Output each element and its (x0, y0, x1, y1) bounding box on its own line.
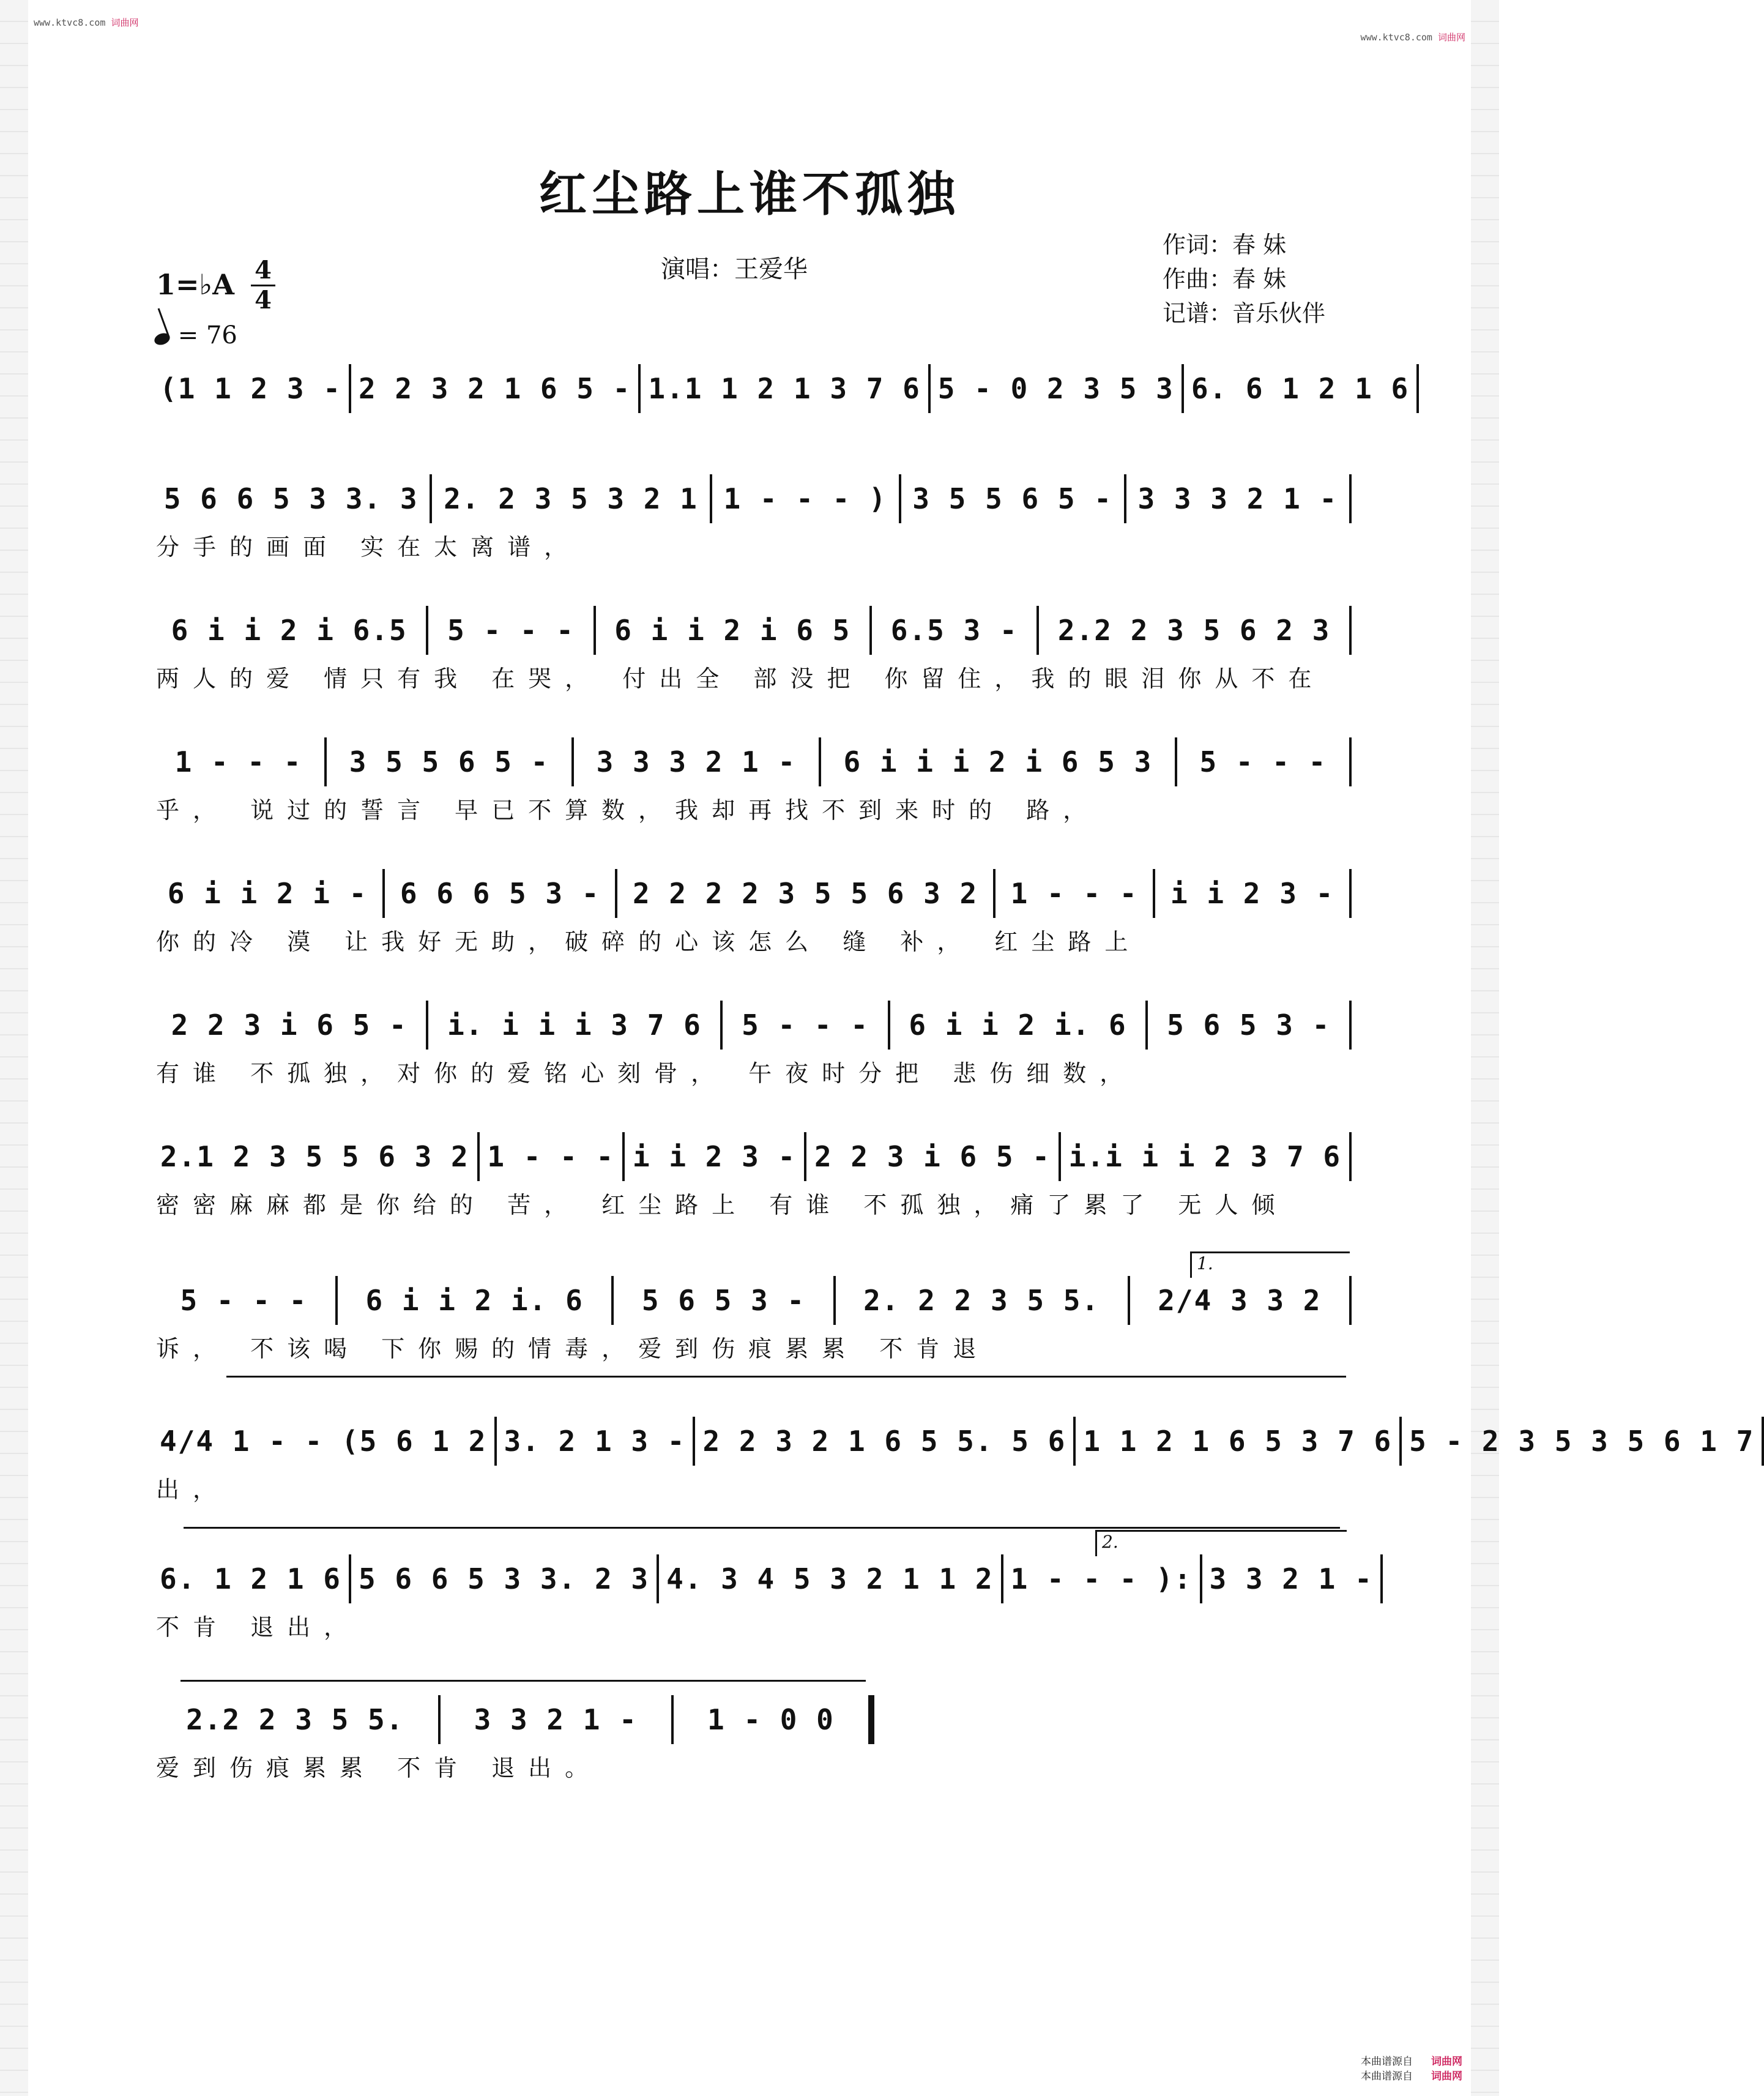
measure-notes: i.i i i 2 3 7 6 (1068, 1140, 1342, 1173)
measure-notes: 6. 1 2 1 6 (160, 1562, 341, 1595)
lyricist-credit: 作词：春 妹 (1163, 231, 1287, 258)
measure (716, 477, 895, 520)
score-system (156, 1135, 1355, 1223)
barline (349, 364, 351, 413)
measure-notes: 3. 2 1 3 - (504, 1425, 686, 1458)
tie-line (180, 1680, 866, 1682)
lyrics-line: 诉， 不该喝 下你赐的情毒，爱到伤痕累累 不肯退 (156, 1335, 990, 1362)
barline (1059, 1132, 1061, 1181)
barline (1175, 737, 1177, 786)
barline (622, 1132, 625, 1181)
measure (810, 1135, 1055, 1178)
barline (868, 1695, 874, 1744)
quarter-note-icon (153, 331, 172, 347)
measure (156, 1557, 345, 1600)
measure-notes: 1 - - - (487, 1140, 615, 1173)
measure (156, 1279, 332, 1322)
barline (720, 1001, 723, 1050)
measure (839, 1279, 1124, 1322)
measure (726, 1004, 884, 1046)
measure-notes: 5 - - - (1199, 745, 1327, 778)
barline (869, 606, 872, 655)
barline (899, 474, 901, 523)
measure (501, 1420, 690, 1463)
measure-notes: 6 i i 2 i - (167, 877, 368, 910)
barline (1349, 737, 1352, 786)
measure (156, 477, 426, 520)
barline (571, 737, 574, 786)
measure-notes: 6 i i 2 i. 6 (909, 1009, 1127, 1042)
measure (432, 1004, 716, 1046)
notes-line (156, 740, 1355, 783)
score-system (156, 740, 1355, 829)
credits-block (1163, 228, 1325, 330)
barline (1416, 364, 1419, 413)
measure (483, 1135, 619, 1178)
measure-notes: 6. 6 1 2 1 6 (1191, 372, 1410, 405)
measure (1007, 1557, 1196, 1600)
measure (617, 1279, 829, 1322)
measure-notes: 4/4 1 - - (5 6 1 2 (160, 1425, 487, 1458)
barline (477, 1132, 480, 1181)
measure-notes: 2. 2 2 3 5 5. (863, 1284, 1100, 1317)
lyrics-line: 乎， 说过的誓言 早已不算数，我却再找不到来时的 路， (156, 797, 1100, 824)
lyrics-line (156, 419, 1355, 455)
measure-notes: 3 3 3 2 1 - (596, 745, 797, 778)
barline (1349, 1276, 1352, 1325)
lyrics-line: 有谁 不孤独，对你的爱铭心刻骨， 午夜时分把 悲伤细数， (156, 1060, 1137, 1087)
barline (1182, 364, 1184, 413)
measure (578, 740, 815, 783)
barline (1349, 1001, 1352, 1050)
measure-notes: 4. 3 4 5 3 2 1 1 2 (666, 1562, 994, 1595)
notes-line (156, 609, 1355, 652)
notes-line (156, 477, 1355, 520)
barline (1349, 1132, 1352, 1181)
lyrics-line: 两人的爱 情只有我 在哭， 付出全 部没把 你留住，我的眼泪你从不在 (156, 665, 1325, 692)
measure-notes: 5 6 6 5 3 3. 2 3 (358, 1562, 650, 1595)
barline (494, 1417, 497, 1466)
watermark-top-right (1361, 31, 1465, 43)
measure-notes: 2. 2 3 5 3 2 1 (444, 482, 698, 515)
measure (444, 1698, 668, 1741)
barline (804, 1132, 806, 1181)
measure-notes: 3 5 5 6 5 - (912, 482, 1112, 515)
score-system (156, 1420, 1755, 1508)
measure-notes: 2 2 3 i 6 5 - (171, 1009, 408, 1042)
measure (156, 1698, 434, 1741)
measure (663, 1557, 997, 1600)
barline (1073, 1417, 1076, 1466)
composer-credit: 作曲：春 妹 (1163, 266, 1287, 293)
measure-notes: 6 i i 2 i 6 5 (614, 614, 851, 647)
measure-notes: i. i i i 3 7 6 (447, 1009, 702, 1042)
barline (611, 1276, 614, 1325)
measure (1152, 1004, 1345, 1046)
measure (156, 1135, 474, 1178)
tempo-value: = 76 (177, 321, 237, 349)
score-system (156, 872, 1355, 960)
measure (1206, 1557, 1377, 1600)
measure (432, 609, 589, 652)
tie-line (226, 1376, 1346, 1378)
notes-line (156, 1557, 1373, 1600)
footer-site: 词曲网 (1431, 2070, 1462, 2083)
measure-notes: 1 1 2 1 6 5 3 7 6 (1083, 1425, 1393, 1458)
score-system (156, 1253, 1355, 1367)
measure-notes: 1 - 0 0 (707, 1703, 835, 1736)
lyrics-line: 分手的画面 实在太离谱， (156, 534, 581, 561)
measure-notes: i i 2 3 - (632, 1140, 797, 1173)
measure-notes: 6 6 6 5 3 - (400, 877, 600, 910)
measure-notes: 6 i i 2 i. 6 (365, 1284, 584, 1317)
watermark-top-left (34, 16, 138, 29)
tie-line (184, 1527, 1340, 1529)
barline (1001, 1554, 1003, 1603)
barline (1349, 606, 1352, 655)
lyrics-line: 密密麻麻都是你给的 苦， 红尘路上 有谁 不孤独，痛了累了 无人倾 (156, 1192, 1289, 1218)
watermark-site: 词曲网 (1437, 32, 1465, 43)
measure (156, 872, 379, 915)
measure (1159, 872, 1345, 915)
measure-notes: 5 6 5 3 - (1167, 1009, 1331, 1042)
barline (710, 474, 712, 523)
barline (1153, 869, 1155, 918)
notes-line (156, 1420, 1755, 1463)
singer-credit: 演唱：王爱华 (661, 255, 808, 283)
measure (699, 1420, 1070, 1463)
barline (819, 737, 821, 786)
key-signature: 1=♭A (156, 268, 234, 301)
barline (615, 869, 617, 918)
barline (438, 1695, 441, 1744)
measure-notes: 1.1 1 2 1 3 7 6 (648, 372, 921, 405)
measure (677, 1698, 865, 1741)
measure-notes: 5 - 2 3 5 3 5 6 1 7 (1409, 1425, 1755, 1458)
measure-notes: 2 2 2 2 3 5 5 6 3 2 (632, 877, 978, 910)
score-system (156, 367, 1410, 455)
measure-notes: 2.1 2 3 5 5 6 3 2 (160, 1140, 469, 1173)
watermark-url: www.ktvc8.com (34, 17, 106, 28)
measure-notes: 5 - - - (447, 614, 575, 647)
measure-notes: 2 2 3 2 1 6 5 - (358, 372, 631, 405)
measure (156, 609, 422, 652)
lyrics-line: 不肯 退出， (156, 1614, 361, 1641)
measure-notes: 1 - - - ): (1010, 1562, 1193, 1595)
barline (594, 606, 596, 655)
barline (1128, 1276, 1130, 1325)
notes-line (156, 872, 1355, 915)
measure (341, 1279, 608, 1322)
measure (1188, 367, 1413, 410)
measure (1079, 1420, 1396, 1463)
notes-line (156, 1698, 878, 1741)
measure-notes: 3 3 2 1 - (1209, 1562, 1373, 1595)
measure (156, 1420, 491, 1463)
lyrics-line: 你的冷 漠 让我好无助，破碎的心该怎么 缝 补， 红尘路上 (156, 928, 1142, 955)
score-system (156, 1698, 878, 1786)
measure-notes: 5 6 5 3 - (641, 1284, 806, 1317)
measure-notes: 2 2 3 2 1 6 5 5. 5 6 (702, 1425, 1066, 1458)
measure-notes: 2/4 3 3 2 (1158, 1284, 1322, 1317)
footer-text: 本曲谱源自 (1361, 2070, 1413, 2083)
measure (1405, 1420, 1758, 1463)
measure-notes: i i 2 3 - (1170, 877, 1334, 910)
measure (644, 367, 924, 410)
barline (1349, 474, 1352, 523)
watermark-site: 词曲网 (111, 17, 139, 28)
measure-notes: 5 6 6 5 3 3. 3 (163, 482, 419, 515)
measure-notes: 5 - 0 2 3 5 3 (937, 372, 1174, 405)
measure-notes: 3 5 5 6 5 - (349, 745, 549, 778)
footer-site: 词曲网 (1431, 2056, 1462, 2068)
barline (1399, 1417, 1402, 1466)
measure (600, 609, 866, 652)
measure-notes: 1 - - - (174, 745, 302, 778)
measure-notes: 2.2 2 3 5 6 2 3 (1057, 614, 1331, 647)
notes-line (156, 367, 1410, 410)
measure-notes: 5 - - - (180, 1284, 308, 1317)
barline (928, 364, 931, 413)
barline (1145, 1001, 1148, 1050)
watermark-url: www.ktvc8.com (1360, 32, 1432, 43)
barline (657, 1554, 659, 1603)
barline (430, 474, 432, 523)
barline (1380, 1554, 1383, 1603)
measure-notes: 1 - - - (1010, 877, 1138, 910)
measure (905, 477, 1120, 520)
barline (426, 606, 428, 655)
barline (324, 737, 327, 786)
barline (638, 364, 641, 413)
right-border-strip (1471, 0, 1499, 2096)
barline (1349, 869, 1352, 918)
barline (1124, 474, 1126, 523)
barline (833, 1276, 836, 1325)
lyrics-line: 出， (156, 1476, 230, 1503)
measure (389, 872, 611, 915)
measure-notes: 6 i i 2 i 6.5 (171, 614, 408, 647)
score-system (156, 1004, 1355, 1092)
transcriber-credit: 记谱：音乐伙伴 (1163, 300, 1326, 327)
measure (628, 1135, 800, 1178)
measure (934, 367, 1178, 410)
measure-notes: 3 3 2 1 - (474, 1703, 638, 1736)
measure-notes: 5 - - - (742, 1009, 869, 1042)
measure (355, 1557, 653, 1600)
measure (999, 872, 1149, 915)
score-system (156, 1532, 1373, 1646)
notes-line (156, 1279, 1355, 1322)
barline (349, 1554, 351, 1603)
tempo-marking (154, 321, 237, 349)
measure-notes: 3 3 3 2 1 - (1137, 482, 1338, 515)
time-signature-bottom: 4 (255, 286, 272, 315)
barline (993, 869, 996, 918)
notes-line (156, 1135, 1355, 1178)
barline (382, 869, 385, 918)
barline (671, 1695, 674, 1744)
measure (1043, 609, 1345, 652)
measure-notes: 2 2 3 i 6 5 - (814, 1140, 1051, 1173)
barline (335, 1276, 338, 1325)
measure (436, 477, 705, 520)
barline (1200, 1554, 1202, 1603)
barline (888, 1001, 890, 1050)
measure-notes: 6.5 3 - (890, 614, 1018, 647)
measure (1065, 1135, 1345, 1178)
volta-bracket: 2. (1095, 1530, 1347, 1556)
measure-notes: 2.2 2 3 5 5. (186, 1703, 404, 1736)
score-system (156, 609, 1355, 697)
volta-bracket: 1. (1190, 1251, 1350, 1278)
measure (621, 872, 989, 915)
song-title: 红尘路上谁不孤独 (538, 166, 960, 222)
measure-notes: 1 - - - ) (723, 482, 887, 515)
measure (156, 1004, 422, 1046)
measure (825, 740, 1171, 783)
footer-text: 本曲谱源自 (1361, 2056, 1413, 2068)
notes-line (156, 1004, 1355, 1046)
measure (355, 367, 635, 410)
time-signature (251, 257, 275, 314)
measure (156, 367, 345, 410)
barline (1036, 606, 1039, 655)
barline (426, 1001, 428, 1050)
lyrics-line: 爱到伤痕累累 不肯 退出。 (156, 1755, 602, 1781)
barline (693, 1417, 695, 1466)
measure (1181, 740, 1345, 783)
footer-source (1361, 2054, 1462, 2084)
measure (876, 609, 1033, 652)
measure (1130, 477, 1345, 520)
barline (1762, 1417, 1764, 1466)
left-border-strip (0, 0, 28, 2096)
measure-notes: (1 1 2 3 - (160, 372, 341, 405)
measure (894, 1004, 1142, 1046)
time-signature-top: 4 (255, 256, 272, 285)
measure (156, 740, 321, 783)
measure (1134, 1279, 1345, 1322)
measure (330, 740, 568, 783)
score-system (156, 477, 1355, 565)
measure-notes: 6 i i i 2 i 6 5 3 (843, 745, 1153, 778)
